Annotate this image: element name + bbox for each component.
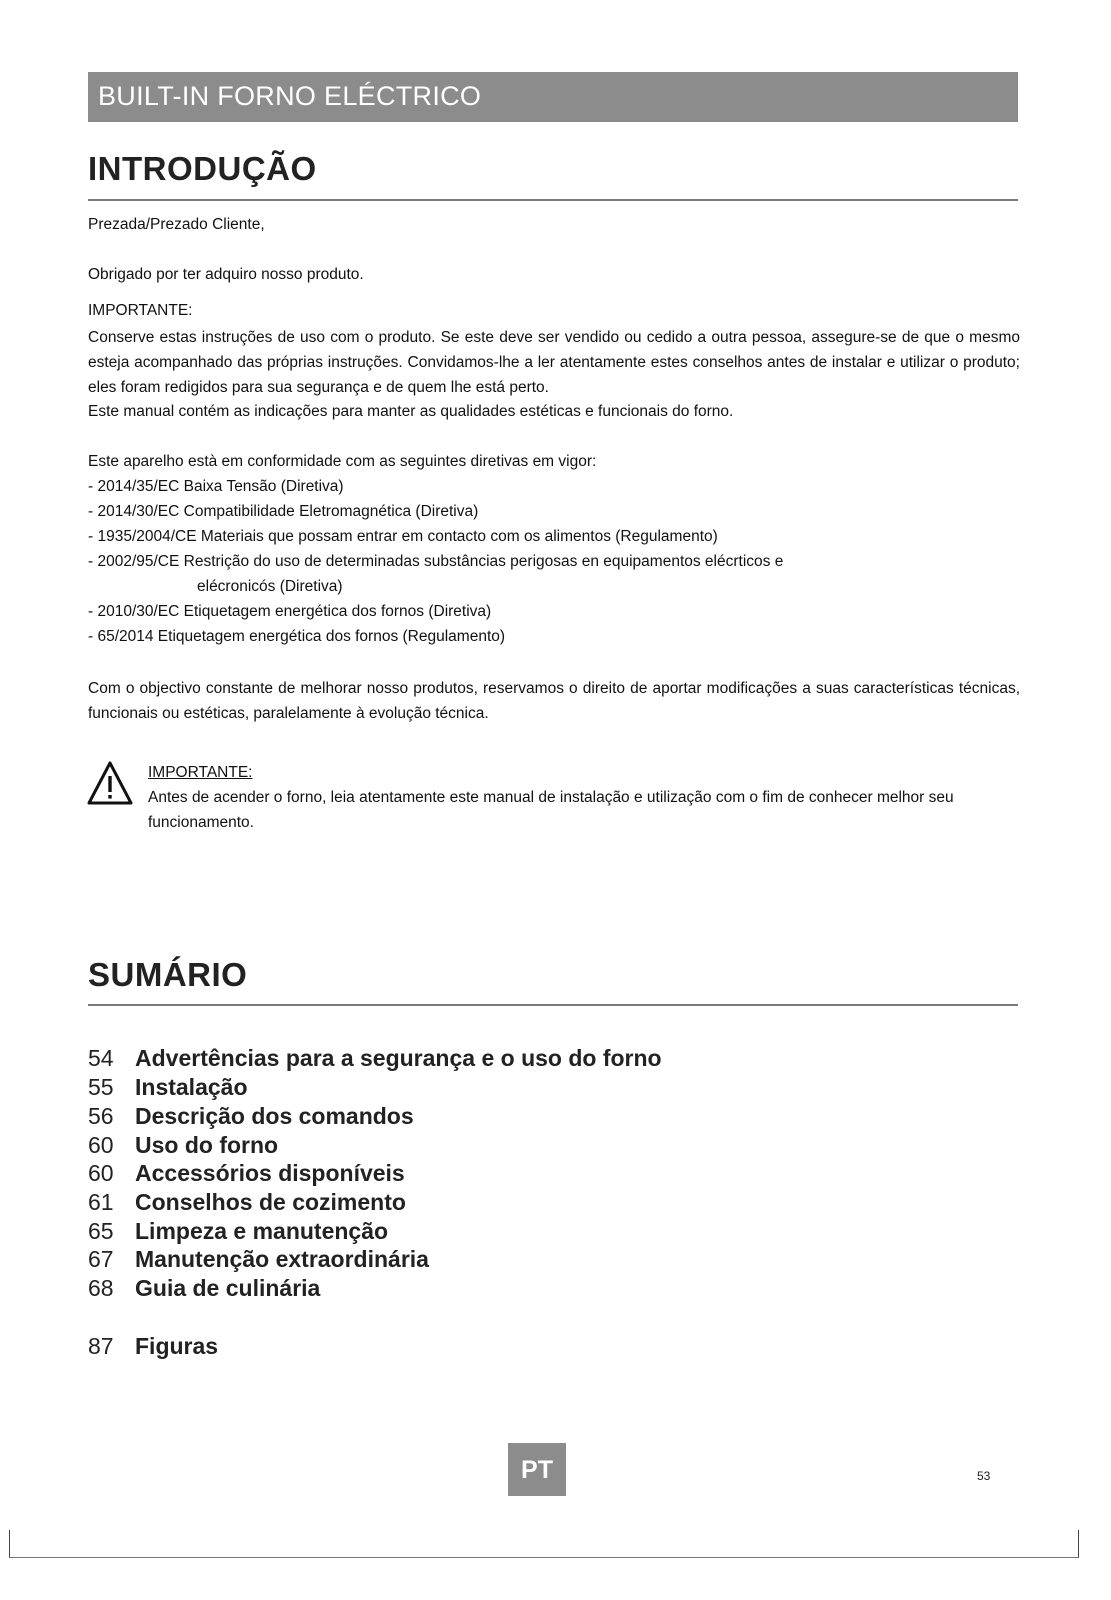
toc-entry[interactable] bbox=[88, 1045, 662, 1072]
toc-entry[interactable] bbox=[88, 1074, 248, 1101]
important-text: Conserve estas instruções de uso com o produto. Se este deve ser vendido ou cedido a outra pessoa, assegure-se de que o mesmo esteja acompanhado das próprias instruções. Convidamos-lhe a ler atentamente estes conselhos antes de instalar e utilizar o produto; eles foram redigidos para sua segurança e de quem lhe está perto. bbox=[88, 329, 1020, 396]
toc-page: 56 bbox=[88, 1103, 114, 1129]
warning-block bbox=[148, 760, 1020, 835]
directive-item: - 2002/95/CE Restrição do uso de determinadas substâncias perigosas en equipamentos elécrticos e bbox=[88, 553, 784, 570]
intro-heading: INTRODUÇÃO bbox=[88, 150, 317, 187]
toc-page: 67 bbox=[88, 1246, 114, 1272]
toc-page: 68 bbox=[88, 1275, 114, 1301]
toc-entry[interactable] bbox=[88, 1333, 218, 1360]
page-number: 53 bbox=[977, 1469, 991, 1483]
toc-page: 87 bbox=[88, 1333, 114, 1359]
directive-item: - 2010/30/EC Etiquetagem energética dos fornos (Diretiva) bbox=[88, 603, 492, 620]
summary-divider bbox=[88, 1004, 1018, 1006]
intro-divider bbox=[88, 199, 1018, 201]
thanks-text: Obrigado por ter adquiro nosso produto. bbox=[88, 266, 364, 283]
language-badge bbox=[508, 1443, 566, 1496]
toc-entry[interactable] bbox=[88, 1132, 278, 1159]
directive-item: - 65/2014 Etiquetagem energética dos fornos (Regulamento) bbox=[88, 628, 506, 645]
important-label: IMPORTANTE: bbox=[88, 302, 193, 319]
toc-title: Conselhos de cozimento bbox=[135, 1189, 406, 1215]
toc-title: Figuras bbox=[135, 1333, 219, 1359]
directive-item: - 1935/2004/CE Materiais que possam entrar em contacto com os alimentos (Regulamento) bbox=[88, 528, 718, 545]
language-label: PT bbox=[521, 1456, 553, 1484]
toc-page: 61 bbox=[88, 1189, 114, 1215]
banner-title: BUILT-IN FORNO ELÉCTRICO bbox=[98, 81, 482, 111]
scan-edge-left bbox=[9, 1530, 10, 1558]
toc-entry[interactable] bbox=[88, 1160, 405, 1187]
toc-title: Guia de culinária bbox=[135, 1275, 321, 1301]
toc-entry[interactable] bbox=[88, 1189, 406, 1216]
toc-title: Manutenção extraordinária bbox=[135, 1246, 429, 1272]
toc-page: 60 bbox=[88, 1160, 114, 1186]
scan-edge-bottom bbox=[9, 1557, 1079, 1558]
improvement-note: Com o objectivo constante de melhorar nosso produtos, reservamos o direito de aportar modificações a suas características técnicas, funcionais ou estéticas, paralelamente à evolução técnica. bbox=[88, 680, 1020, 722]
scan-edge-right bbox=[1078, 1530, 1079, 1558]
toc-page: 54 bbox=[88, 1045, 114, 1071]
toc-entry[interactable] bbox=[88, 1218, 388, 1245]
toc-title: Accessórios disponíveis bbox=[135, 1160, 405, 1186]
toc-page: 55 bbox=[88, 1074, 114, 1100]
warning-triangle-icon bbox=[86, 760, 134, 806]
manual-note: Este manual contém as indicações para manter as qualidades estéticas e funcionais do forno. bbox=[88, 403, 734, 420]
toc-entry[interactable] bbox=[88, 1103, 414, 1130]
greeting: Prezada/Prezado Cliente, bbox=[88, 216, 265, 233]
toc-page: 65 bbox=[88, 1218, 114, 1244]
title-banner bbox=[88, 72, 1018, 122]
toc-title: Limpeza e manutenção bbox=[135, 1218, 389, 1244]
warning-title: IMPORTANTE: bbox=[148, 764, 253, 781]
toc-title: Advertências para a segurança e o uso do forno bbox=[135, 1045, 662, 1071]
directive-item: - 2014/35/EC Baixa Tensão (Diretiva) bbox=[88, 478, 344, 495]
toc-title: Instalação bbox=[135, 1074, 248, 1100]
toc-entry[interactable] bbox=[88, 1275, 320, 1302]
directive-item: - 2014/30/EC Compatibilidade Eletromagnética (Diretiva) bbox=[88, 503, 479, 520]
toc-title: Descrição dos comandos bbox=[135, 1103, 414, 1129]
directives-intro: Este aparelho està em conformidade com as seguintes diretivas em vigor: bbox=[88, 453, 597, 470]
toc-entry[interactable] bbox=[88, 1246, 429, 1273]
summary-heading: SUMÁRIO bbox=[88, 956, 248, 993]
toc-title: Uso do forno bbox=[135, 1132, 279, 1158]
warning-text: Antes de acender o forno, leia atentamente este manual de instalação e utilização com o fim de conhecer melhor seu funcionamento. bbox=[148, 789, 954, 831]
toc-page: 60 bbox=[88, 1132, 114, 1158]
directive-item-continuation: elécronicós (Diretiva) bbox=[197, 578, 343, 595]
